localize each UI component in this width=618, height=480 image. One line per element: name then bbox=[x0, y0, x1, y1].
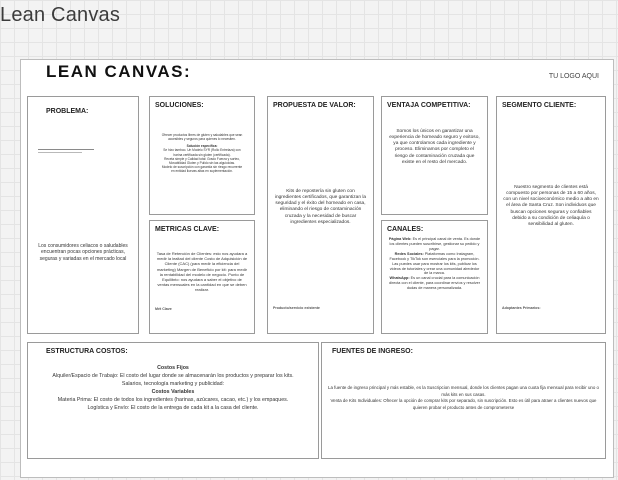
costos-fijos-line: Alquiler/Espacio de Trabajo: El costo del lugar donde se almacenarán los productos y preparar los kits. bbox=[52, 372, 294, 379]
soluciones-title: SOLUCIONES: bbox=[155, 102, 204, 109]
segmento-note: Adoptantes Primarios: bbox=[502, 306, 541, 310]
problema-placeholder-line bbox=[38, 149, 94, 150]
app-title: Lean Canvas bbox=[0, 4, 121, 26]
segmento-box[interactable] bbox=[496, 96, 606, 334]
metricas-title: METRICAS CLAVE: bbox=[155, 226, 220, 233]
canales-title: CANALES: bbox=[387, 226, 424, 233]
ventaja-title: VENTAJA COMPETITIVA: bbox=[387, 102, 471, 109]
metricas-text: Tasa de Retención de Clientes: esto nos ayudara a medir la lealtad del cliente Costo de Adquisición de Cliente (CAC) (para medir la eficiencia del marketing) Margen de Beneficio por kit: para medir la rentabilidad del modelo de negocio. Punto de Equilibrio: nos ayudara a saber el objetivo de ventas mensuales en la cantidad en que se deben realizar. bbox=[156, 251, 248, 293]
problema-text: Los consumidores celiacos o saludables encuentran pocas opciones prácticas, seguras y variadas en el mercado local bbox=[38, 243, 128, 262]
soluciones-line: harina certificada sin gluten (certificada). bbox=[173, 152, 231, 157]
ingresos-line: La fuente de ingreso principal y más estable, es la Suscripcion mensual, donde los clientes pagan una cuota fija mensual para recibir uno o más kits en sus casas. bbox=[328, 385, 599, 397]
ingresos-box[interactable] bbox=[321, 342, 606, 459]
ingresos-text bbox=[327, 385, 600, 411]
costos-box[interactable] bbox=[27, 342, 319, 459]
propuesta-note: Producto/servicio existente bbox=[273, 306, 320, 310]
soluciones-line: Movabilidad Gluten y Pulido sin las alguiolcias. bbox=[168, 160, 236, 165]
ventaja-box[interactable] bbox=[381, 96, 488, 215]
canales-item-web: Página Web: Es el principal canal de venta. Es donde los clientes pueden suscribirse, gestionar su pedido y pagar. bbox=[388, 237, 481, 251]
costos-title: ESTRUCTURA COSTOS: bbox=[46, 348, 128, 355]
problema-box[interactable] bbox=[27, 96, 139, 334]
ingresos-title: FUENTES DE INGRESO: bbox=[332, 348, 413, 355]
metricas-note: Mét Clave bbox=[155, 307, 172, 311]
canvas-heading: LEAN CANVAS: bbox=[46, 62, 192, 81]
costos-variables-line: Materia Prima: El costo de todos los ingredientes (harinas, azúcares, cacao, etc.) y los empaques. bbox=[57, 396, 289, 403]
canales-box[interactable] bbox=[381, 220, 488, 334]
soluciones-subtitle: Solución específica: bbox=[186, 144, 218, 149]
soluciones-line: Receta simple y Calidad total: Grado Fuerza y sorteo, bbox=[164, 156, 240, 161]
canales-item-redes: Redes Sociales: Plataformas como Instagram, Facebook y TikTok son esenciales para la promoción. Las puedes usar para mostrar los kits, publicar los videos de tutoriales y crear una comunidad alrededor de la marca. bbox=[389, 251, 480, 276]
costos-variables-title: Costos Variables bbox=[151, 388, 195, 395]
canales-list bbox=[388, 237, 481, 291]
problema-title: PROBLEMA: bbox=[46, 108, 89, 115]
costos-fijos-title: Costos Fijos bbox=[157, 365, 189, 371]
canales-item-whatsapp: WhatsApp: Es un canal crucial para la comunicación directa con el cliente, para coordinar envíos y resolver dudas de manera personalizada. bbox=[389, 276, 480, 291]
problema-placeholder-line bbox=[38, 152, 82, 153]
propuesta-box[interactable] bbox=[267, 96, 374, 334]
propuesta-text: Kits de repostería sin gluten con ingredientes certificados, que garantizan la seguridad y el éxito del horneado en casa, eliminando el riesgo de contaminación cruzada y la necesidad de buscar ingredientes especializados. bbox=[274, 189, 367, 225]
soluciones-box[interactable] bbox=[149, 96, 255, 215]
propuesta-title: PROPUESTA DE VALOR: bbox=[273, 102, 356, 109]
soluciones-line: Se hizo tamboo. Un Modelo SYR (Rollo Entrelaza) con bbox=[163, 148, 241, 153]
soluciones-text bbox=[156, 133, 248, 173]
segmento-text: Nuestro segmento de clientes está compuesto por personas de 15 a 60 años, con un nivel socioeconómico medio a alto en el área de Santa Cruz. Son individuos que buscan opciones seguras y confiables debido a su condición de celiaquía o sensibilidad al gluten. bbox=[503, 185, 599, 227]
logo-placeholder[interactable]: TU LOGO AQUI bbox=[548, 73, 599, 80]
soluciones-intro: Ofrecer productos libres de gluten y saludables que sean accesibles y seguros para quienes lo necesiten. bbox=[161, 133, 243, 142]
costos-text bbox=[33, 365, 313, 413]
ingresos-line: Venta de Kits Individuales: Ofrecer la opción de comprar kits por separado, sin suscripción. Esto es útil para atraer a clientes nuevos que quieren probar el producto antes de comprometerse bbox=[330, 398, 597, 410]
metricas-box[interactable] bbox=[149, 220, 255, 334]
costos-fijos-line: Salarios, tecnología marketing y publicidad: bbox=[121, 380, 225, 387]
lean-canvas-board bbox=[20, 59, 614, 478]
segmento-title: SEGMENTO CLIENTE: bbox=[502, 102, 577, 109]
costos-variables-line: Logística y Envío: El costo de la entrega de cada kit a la casa del cliente. bbox=[87, 404, 259, 411]
soluciones-line: en entidad lluevas altas en suplementación. bbox=[171, 169, 233, 174]
ventaja-text: Somos los únicos en garantizar una experiencia de horneado seguro y exitoso, ya que controlamos cada ingrediente y proceso. Eliminamos por completo el riesgo de contaminación cruzada que existe en el resto del mercado. bbox=[389, 129, 480, 165]
soluciones-line: Modelo de suscripción con garantía sin riesgo recurrente bbox=[161, 165, 243, 170]
